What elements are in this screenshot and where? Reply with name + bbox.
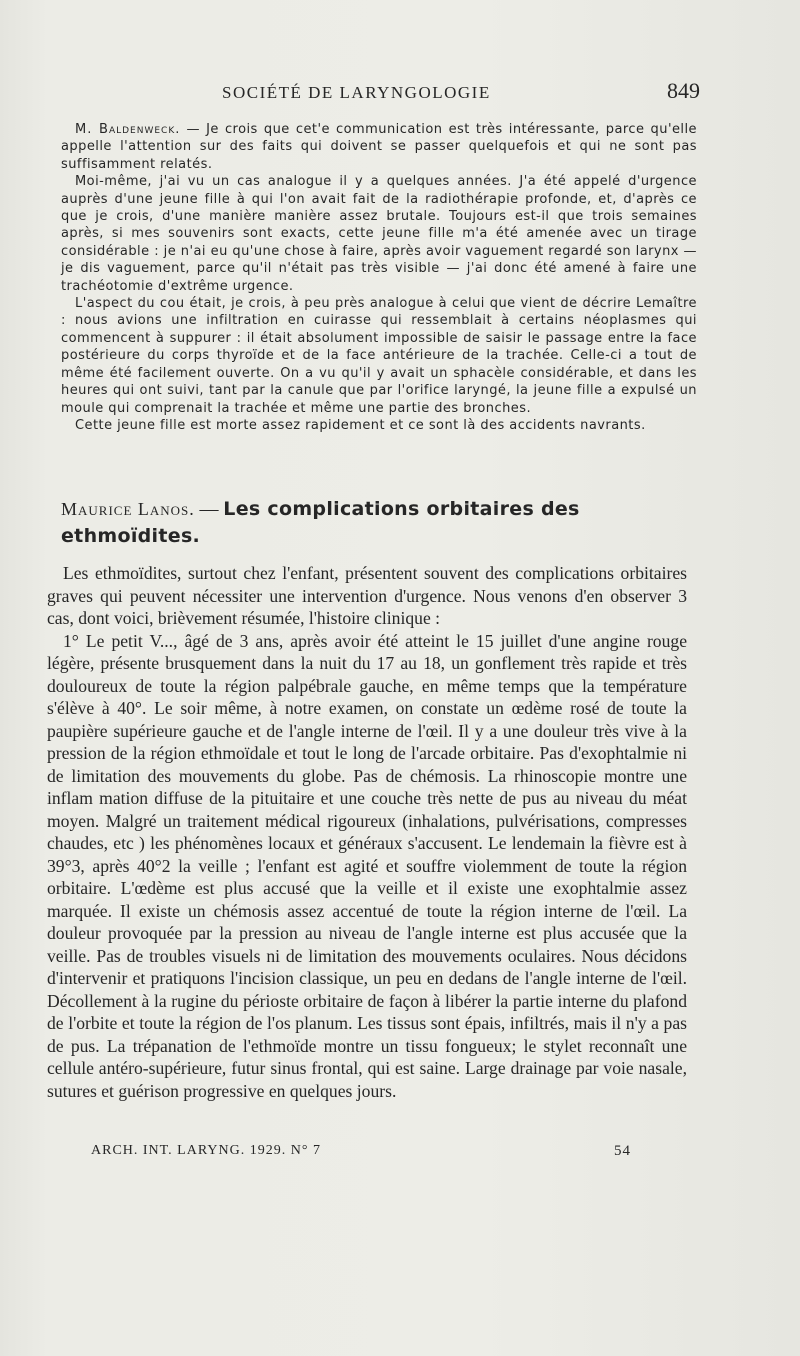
journal-reference: ARCH. INT. LARYNG. 1929. N° 7	[91, 1143, 321, 1158]
discussion-paragraph: L'aspect du cou était, je crois, à peu près analogue à celui que vient de décrire Lemaître : nous avions une infiltration en cuirasse qui ressemblait à certains néoplasmes qui commencent à suppurer : il était absolument impossible de saisir le passage entre la face postérieure du corps thyroïde et de la face antérieure de la trachée. Celle-ci a tout de même été facilement ouverte. On a vu qu'il y avait un sphacèle considérable, et dans les heures qui ont suivi, tant par la canule que par l'orifice laryngé, la jeune fille a expulsé un moule qui comprenait la trachée et même une partie des bronches.	[61, 296, 697, 416]
discussion-section	[61, 121, 697, 434]
running-title: SOCIÉTÉ DE LARYNGOLOGIE	[222, 83, 491, 102]
discussion-text: — Je crois que cet'e communication est très intéressante, parce qu'elle appelle l'attention sur des faits qui doivent se passer quelquefois et qui ne sont pas suffisamment relatés.	[61, 122, 697, 172]
heading-dash: —	[194, 499, 224, 520]
sheet-number: 54	[614, 1143, 631, 1159]
page-footer	[91, 1143, 631, 1160]
article-body	[47, 562, 687, 1102]
page-number: 849	[667, 78, 700, 103]
discussion-paragraph: Moi-même, j'ai vu un cas analogue il y a quelques années. J'a été appelé d'urgence auprès d'une jeune fille à qui l'on avait fait de la radiothérapie profonde, et, d'après ce que je crois, d'une manière manière assez brutale. Toujours est-il que trois semaines après, si mes souvenirs sont exacts, cette jeune fille m'a été amenée avec un tirage considérable : je n'ai eu qu'une chose à faire, après avoir vaguement regardé son larynx —je dis vaguement, parce qu'il n'était pas très visible — j'ai donc été amené à faire une trachéotomie d'extrême urgence.	[61, 174, 697, 294]
article-author: Maurice Lanos.	[61, 499, 195, 519]
running-header	[60, 78, 700, 104]
body-paragraph: 1° Le petit V..., âgé de 3 ans, après avoir été atteint le 15 juillet d'une angine rouge légère, présente brusquement dans la nuit du 17 au 18, un gonflement très rapide et très douloureux de toute la région palpébrale gauche, en même temps que la température s'élève à 40°. Le soir même, à notre examen, on constate un œdème rosé de toute la paupière supérieure gauche et de l'angle interne de l'œil. Il y a une douleur très vive à la pression de la région ethmoïdale et tout le long de l'arcade orbitaire. Pas d'exophtalmie ni de limitation des mouvements du globe. Pas de chémosis. La rhinoscopie montre une inflam mation diffuse de la pituitaire et une couche très nette de pus au niveau du méat moyen. Malgré un traitement médical rigoureux (inhalations, pulvérisations, compresses chaudes, etc ) les phénomènes locaux et généraux s'accusent. Le lendemain la fièvre est à 39°3, après 40°2 la veille ; l'enfant est agité et souffre violemment de toute la région orbitaire. L'œdème est plus accusé que la veille et il existe une exophtalmie assez marquée. Il existe un chémosis assez accentué de toute la région interne de l'œil. La douleur provoquée par la pression au niveau de l'angle interne est plus accusée que la veille. Pas de troubles visuels ni de limitation des mouvements oculaires. Nous décidons d'intervenir et pratiquons l'incision classique, un peu en dedans de l'angle interne de l'œil. Décollement à la rugine du périoste orbitaire de façon à libérer la partie interne du plafond de l'orbite et toute la région de l'os planum. Les tissus sont épais, infiltrés, mais il n'y a pas de pus. La trépanation de l'ethmoïde montre un tissu fongueux; le stylet reconnaît une cellule antéro-supérieure, futur sinus frontal, qui est saine. Large drainage par voie nasale, sutures et guérison progressive en quelques jours.	[47, 630, 687, 1101]
article-heading	[61, 496, 701, 550]
speaker-name: M. Baldenweck.	[75, 122, 181, 137]
discussion-paragraph: Cette jeune fille est morte assez rapidement et ce sont là des accidents navrants.	[75, 417, 646, 433]
body-paragraph: Les ethmoïdites, surtout chez l'enfant, présentent souvent des complications orbitaires graves qui peuvent nécessiter une intervention d'urgence. Nous venons d'en observer 3 cas, dont voici, brièvement résumée, l'histoire clinique :	[47, 563, 687, 628]
article-title: Les complications orbitaires des ethmoïdites.	[61, 498, 580, 547]
discussion-paragraph	[61, 121, 697, 173]
